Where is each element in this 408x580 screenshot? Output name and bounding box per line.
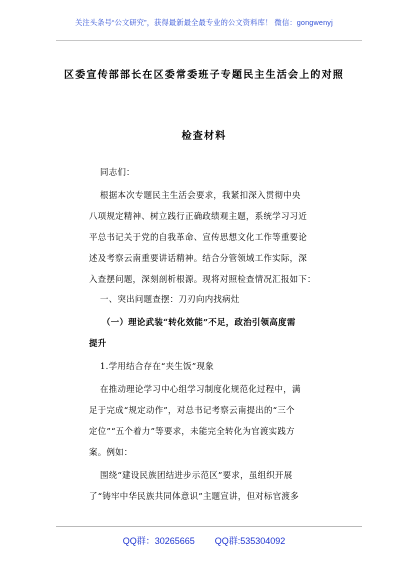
footer-divider — [56, 526, 362, 527]
page-footer — [0, 534, 408, 547]
subsection-heading-continued: 提升 — [89, 338, 107, 348]
salutation: 同志们： — [100, 167, 135, 177]
section-heading: 一、突出问题查摆：刀刃向内找病灶 — [100, 294, 240, 304]
body-paragraph-line: 根据本次专题民主生活会要求，我紧扣深入贯彻中央 — [100, 190, 301, 200]
document-title-continued: 检查材料 — [181, 131, 227, 142]
header-divider — [56, 40, 362, 41]
subsection-heading: （一）理论武装“转化效能”不足，政治引领高度需 — [102, 317, 296, 327]
footer-qq-group-1: QQ群：30265665 — [122, 536, 195, 546]
body-paragraph-line: 在推动理论学习中心组学习制度化规范化过程中，满 — [100, 384, 301, 394]
body-paragraph-line: 述及考察云南重要讲话精神。结合分管领域工作实际，深 — [89, 253, 308, 263]
document-title: 区委宣传部部长在区委常委班子专题民主生活会上的对照 — [64, 70, 344, 81]
body-paragraph-line: 平总书记关于党的自我革命、宣传思想文化工作等重要论 — [89, 232, 308, 242]
body-paragraph-line: 案。例如： — [89, 447, 133, 457]
body-paragraph-line: 入查摆问题，深刻剖析根源。现将对照检查情况汇报如下： — [89, 274, 316, 284]
footer-qq-group-2: QQ群:535304092 — [214, 536, 286, 546]
item-heading: 1.学用结合存在“夹生饭”现象 — [100, 361, 214, 371]
body-paragraph-line: 足于完成“规定动作”，对总书记考察云南提出的“三个 — [89, 405, 295, 415]
body-paragraph-line: 围绕“建设民族团结进步示范区”要求，虽组织开展 — [100, 470, 293, 480]
body-paragraph-line: 八项规定精神、树立践行正确政绩观主题，系统学习习近 — [89, 211, 308, 221]
page-header-notice: 关注头条号“公文研究”，获得最新最全最专业的公文资料库！ 微信：gongwenyj — [75, 18, 333, 27]
body-paragraph-line: 定位”“五个着力”等要求，未能完全转化为官渡实践方 — [89, 426, 295, 436]
body-paragraph-line: 了“铸牢中华民族共同体意识”主题宣讲，但对标官渡多 — [89, 491, 299, 501]
